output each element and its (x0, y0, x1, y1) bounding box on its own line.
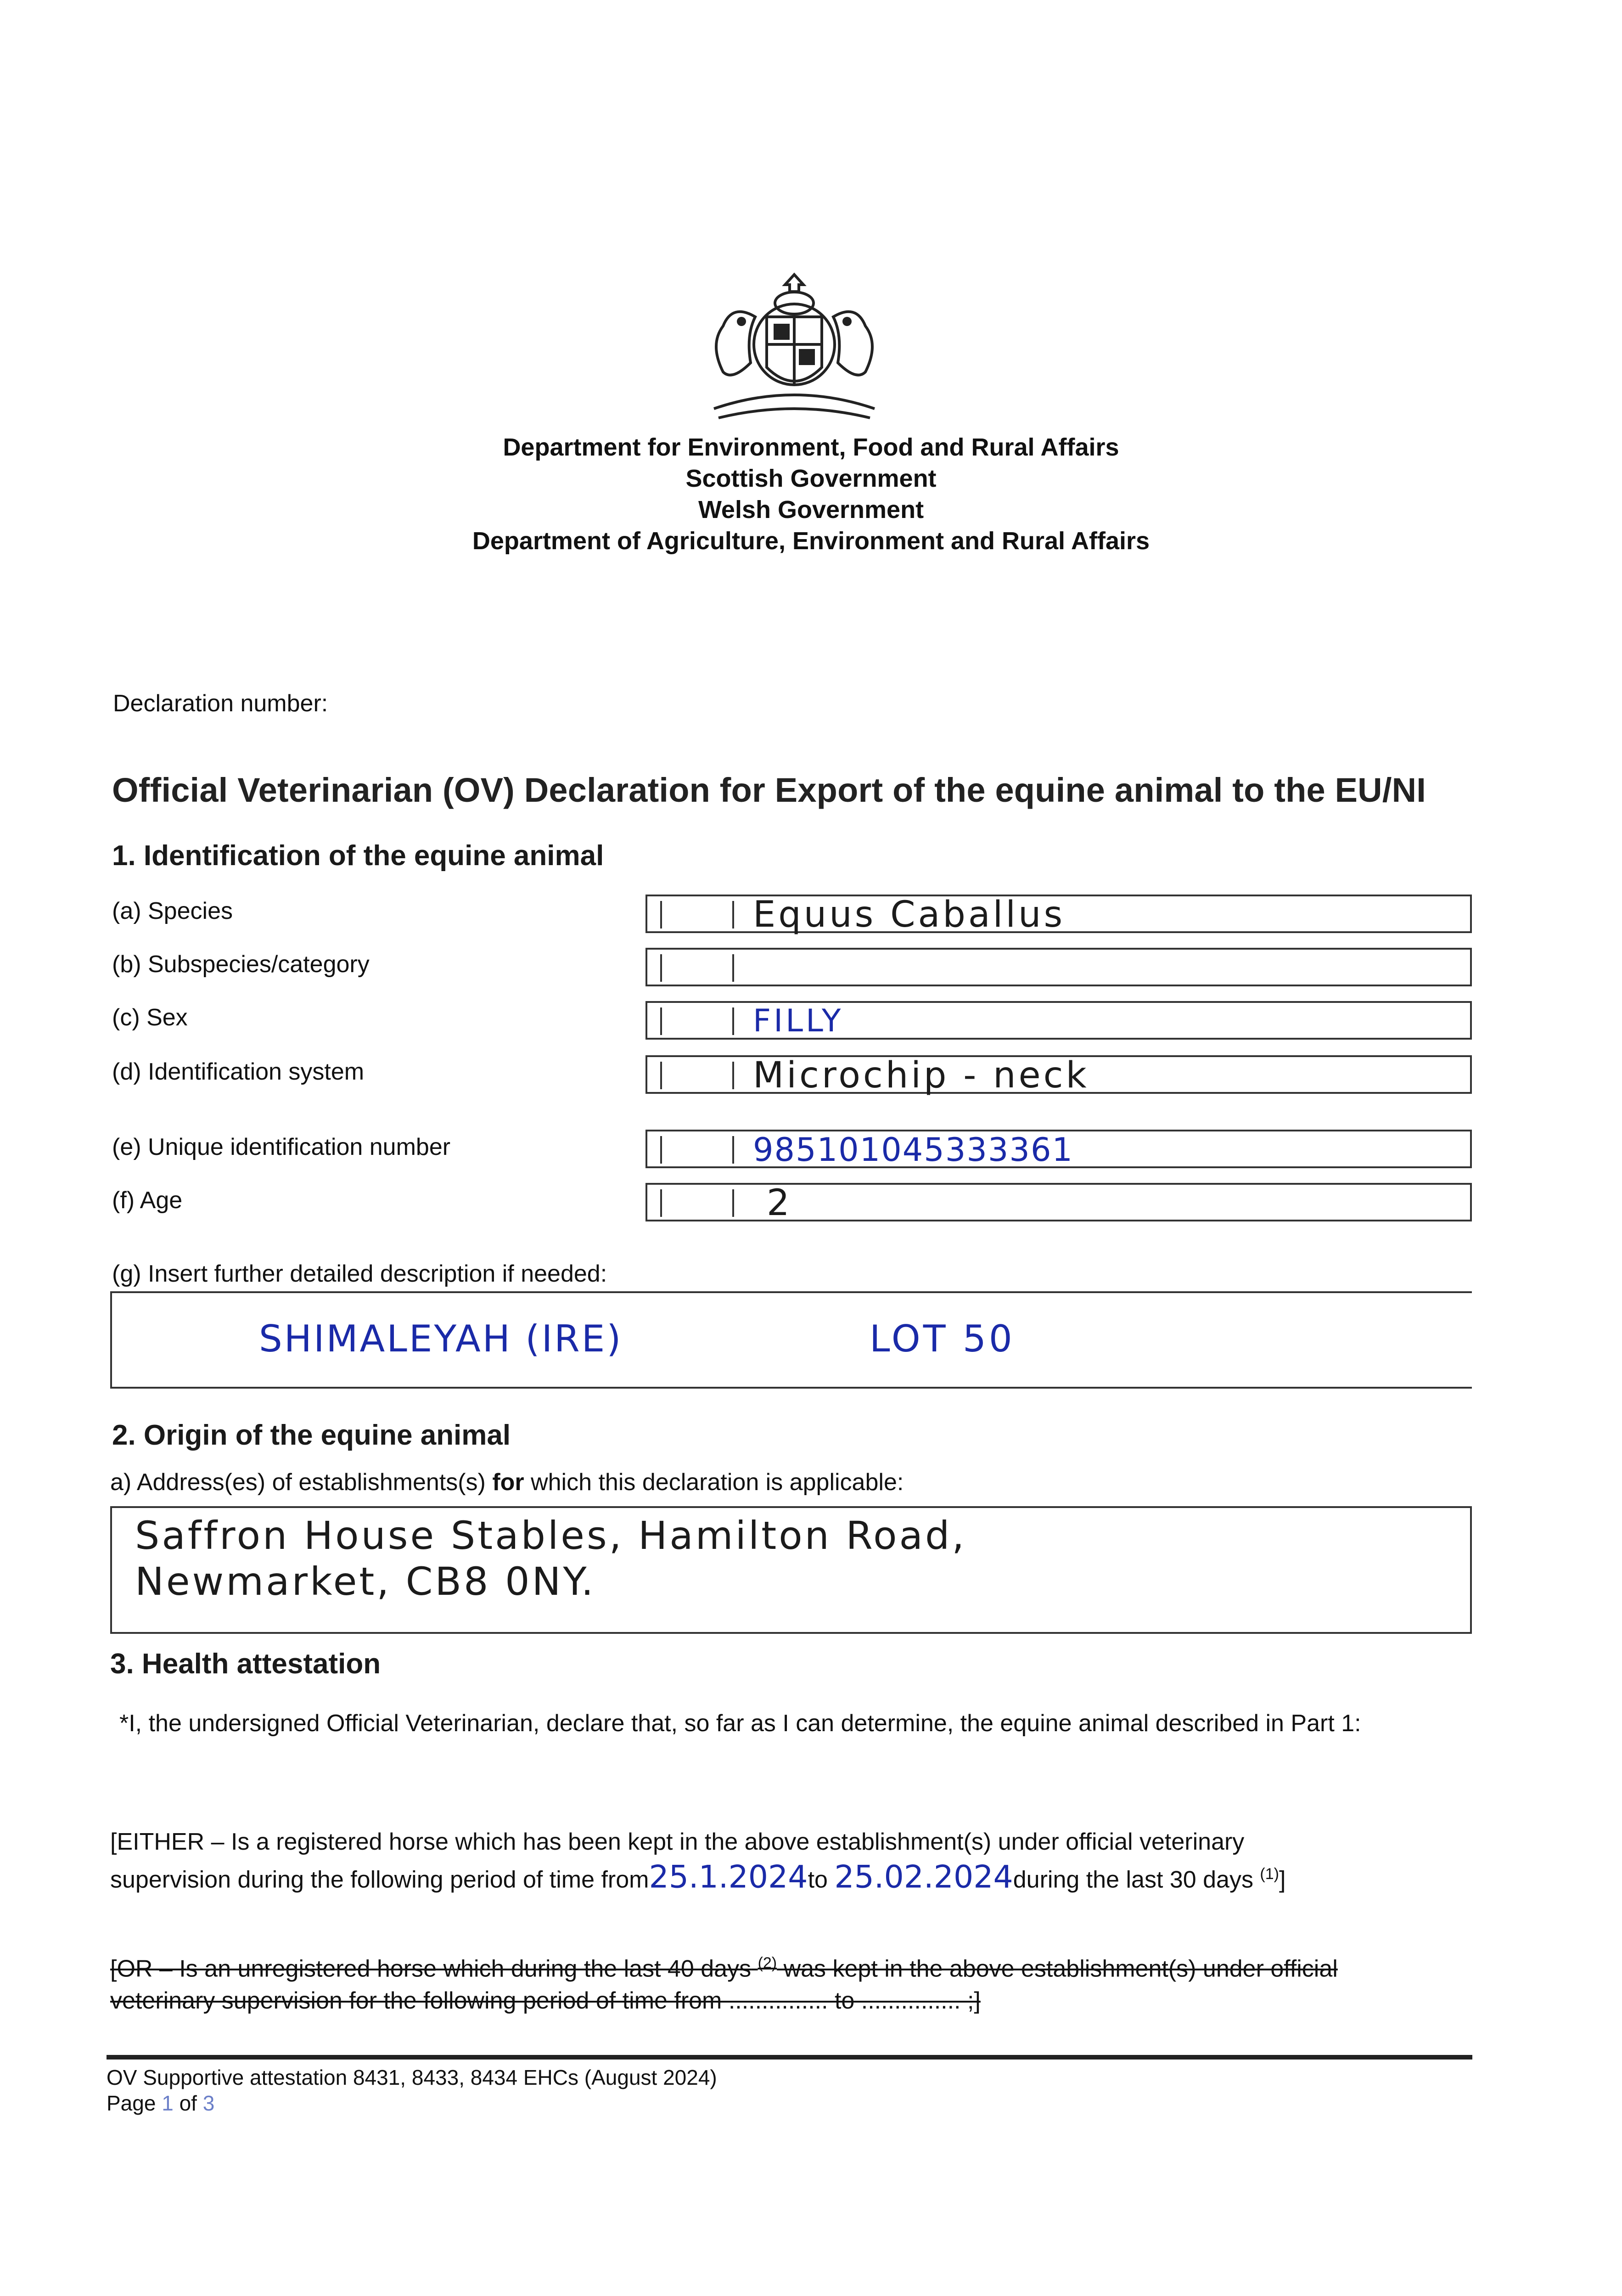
identification-system-label: (d) Identification system (112, 1058, 365, 1085)
age-value: 2 (767, 1182, 792, 1224)
either-from-date: 25.1.2024 (649, 1859, 808, 1896)
declaration-number-label: Declaration number: (113, 690, 328, 717)
section-1-heading: 1. Identification of the equine animal (112, 840, 604, 872)
further-description-name: SHIMALEYAH (IRE) (259, 1317, 623, 1360)
either-to-date: 25.02.2024 (834, 1859, 1013, 1896)
department-daera: Department of Agriculture, Environment and Rural Affairs (472, 527, 1150, 555)
royal-coat-of-arms-icon (686, 271, 902, 427)
section-3-heading: 3. Health attestation (110, 1648, 381, 1680)
address-line-1: Saffron House Stables, Hamilton Road, (135, 1513, 967, 1558)
footer-attestation: OV Supportive attestation 8431, 8433, 8434 EHCs (August 2024) (107, 2065, 717, 2089)
further-description-label: (g) Insert further detailed description if needed: (112, 1261, 607, 1287)
age-label: (f) Age (112, 1187, 183, 1214)
footer-rule (107, 2055, 1472, 2060)
identification-system-field (645, 1055, 1472, 1094)
health-attestation-intro: *I, the undersigned Official Veterinarian, declare that, so far as I can determine, the equine animal described in Part 1: (119, 1710, 1361, 1737)
subspecies-field (645, 948, 1472, 986)
further-description-lot: LOT 50 (870, 1317, 1015, 1360)
unique-id-value: 985101045333361 (753, 1131, 1074, 1169)
unique-id-label: (e) Unique identification number (112, 1134, 451, 1160)
either-clause: [EITHER – Is a registered horse which has been kept in the above establishment(s) under official veterinary supervision during the following period of time from25.1.2024to 25.02.2024during the last 30 days $^{(1)}$] (110, 1829, 1286, 1896)
identification-system-value: Microchip - neck (753, 1055, 1089, 1096)
sex-field (645, 1001, 1472, 1040)
footer-page-number: Page 1 of 3 (107, 2091, 215, 2115)
subspecies-label: (b) Subspecies/category (112, 951, 370, 978)
address-box (110, 1506, 1472, 1634)
age-field (645, 1182, 1472, 1224)
address-label: a) Address(es) of establishments(s) for which this declaration is applicable: (110, 1469, 904, 1496)
address-line-2: Newmarket, CB8 0NY. (135, 1559, 596, 1604)
sex-label: (c) Sex (112, 1004, 188, 1031)
department-defra: Department for Environment, Food and Rural Affairs (503, 433, 1119, 461)
department-welsh-government: Welsh Government (698, 496, 924, 523)
species-value: Equus Caballus (753, 894, 1066, 935)
document-title: Official Veterinarian (OV) Declaration for Export of the equine animal to the EU/NI (112, 771, 1426, 809)
department-scottish-government: Scottish Government (685, 465, 937, 492)
further-description-box (110, 1291, 1472, 1389)
or-clause-struck: [OR – Is an unregistered horse which during the last 40 days $^{(2)}$ was kept in the above establishment(s) under official veterinary supervision for the following period of time from ............... to ............... ;] (110, 1954, 1338, 2015)
section-2-heading: 2. Origin of the equine animal (112, 1419, 511, 1451)
sex-value: FILLY (753, 1003, 844, 1039)
species-label: (a) Species (112, 898, 233, 924)
species-field (645, 895, 1472, 933)
unique-id-field (645, 1130, 1472, 1168)
